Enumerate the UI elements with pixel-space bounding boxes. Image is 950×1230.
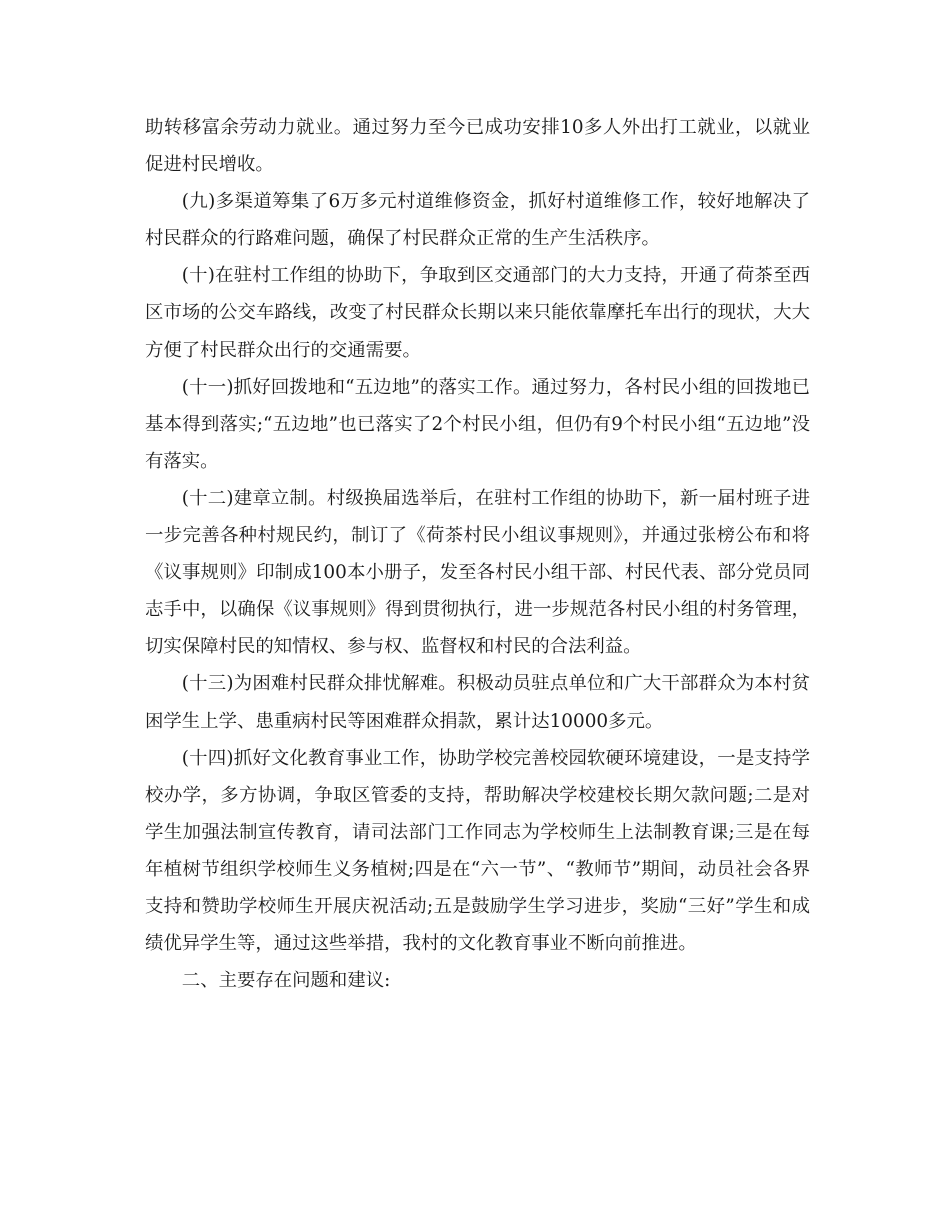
paragraph-item-10: (十)在驻村工作组的协助下，争取到区交通部门的大力支持，开通了荷茶至西区市场的公交车路线，改变了村民群众长期以来只能依靠摩托车出行的现状，大大方便了村民群众出行的交通需要。: [145, 265, 810, 361]
paragraph-continuation: 助转移富余劳动力就业。通过努力至今已成功安排10多人外出打工就业，以就业促进村民增收。: [145, 117, 810, 176]
document-body: [145, 109, 810, 999]
paragraph-item-12: (十二)建章立制。村级换届选举后，在驻村工作组的协助下，新一届村班子进一步完善各种村规民约，制订了《荷茶村民小组议事规则》，并通过张榜公布和将《议事规则》印制成100本小册子，发至各村民小组干部、村民代表、部分党员同志手中，以确保《议事规则》得到贯彻执行，进一步规范各村民小组的村务管理，切实保障村民的知情权、参与权、监督权和村民的合法利益。: [145, 487, 810, 658]
paragraph-item-11: (十一)抓好回拨地和“五边地”的落实工作。通过努力，各村民小组的回拨地已基本得到落实;“五边地”也已落实了2个村民小组，但仍有9个村民小组“五边地”没有落实。: [145, 376, 810, 472]
paragraph-item-9: (九)多渠道筹集了6万多元村道维修资金，抓好村道维修工作，较好地解决了村民群众的行路难问题，确保了村民群众正常的生产生活秩序。: [145, 191, 810, 250]
paragraph-item-13: (十三)为困难村民群众排忧解难。积极动员驻点单位和广大干部群众为本村贫困学生上学、患重病村民等困难群众捐款，累计达10000多元。: [145, 673, 810, 732]
section-heading: 二、主要存在问题和建议:: [181, 970, 391, 992]
paragraph-item-14: (十四)抓好文化教育事业工作，协助学校完善校园软硬环境建设，一是支持学校办学，多方协调，争取区管委的支持，帮助解决学校建校长期欠款问题;二是对学生加强法制宣传教育，请司法部门工作同志为学校师生上法制教育课;三是在每年植树节组织学校师生义务植树;四是在“六一节”、“教师节”期间，动员社会各界支持和赞助学校师生开展庆祝活动;五是鼓励学生学习进步，奖励“三好”学生和成绩优异学生等，通过这些举措，我村的文化教育事业不断向前推进。: [145, 747, 810, 955]
